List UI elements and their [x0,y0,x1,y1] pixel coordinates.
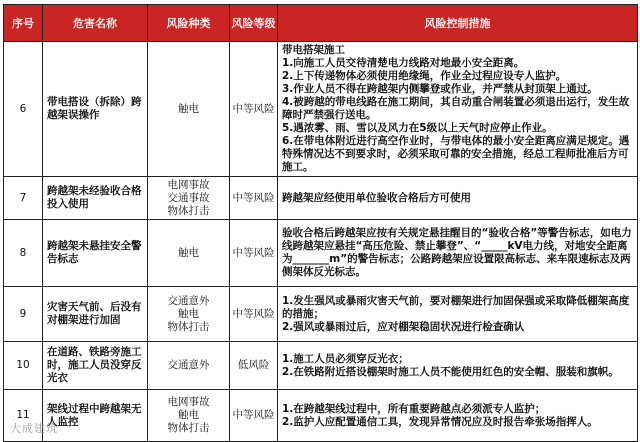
measure-line: 2.上下传递物体必须使用绝缘绳，作业全过程应设专人监护。 [282,70,567,82]
risk-level: 中等风险 [230,177,278,220]
measure-line: 1.在跨越架线过程中，所有重要跨越点必须派专人监护； [282,402,546,415]
risk-types [148,42,230,177]
risk-type: 触电 [178,246,199,259]
row-number: 10 [4,342,43,390]
table-header-row [4,5,638,42]
header-risk-level: 风险等级 [230,5,278,42]
table-row [4,177,638,220]
risk-level: 中等风险 [230,287,278,342]
risk-type: 交通意外 [167,294,210,307]
measure-line: 带电搭架施工 [282,44,345,56]
hazard-name: 带电搭设（拆除）跨越架误操作 [43,42,148,177]
measure-line: 验收合格后跨越架应按有关规定悬挂醒目的“验收合格”等警告标志，如电力线跨越架应悬挂“高压危险、禁止攀登”、“_____kV电力线，对地安全距离 [282,227,632,252]
risk-types [148,342,230,390]
measure-line: 跨越架应经使用单位验收合格后方可使用 [282,191,471,204]
control-measures [278,287,638,342]
measure-line: 1.施工人员必须穿反光衣； [282,352,409,365]
row-number: 8 [4,220,43,287]
risk-level: 中等风险 [230,42,278,177]
control-measures [278,177,638,220]
risk-type: 电网事故 [167,178,210,191]
risk-types [148,177,230,220]
risk-types [148,287,230,342]
control-measures [278,342,638,390]
hazard-name: 跨越架未悬挂安全警告标志 [43,220,148,287]
hazard-name: 跨越架未经验收合格投入使用 [43,177,148,220]
table-row [4,287,638,342]
risk-level: 低风险 [230,342,278,390]
risk-level: 中等风险 [230,390,278,442]
risk-level: 中等风险 [230,220,278,287]
risk-type: 物体打击 [167,204,210,217]
hazard-name: 在道路、铁路旁施工时，施工人员没穿反光衣 [43,342,148,390]
measure-line: 1.向施工人员交待清楚电力线路对地最小安全距离。 [282,57,525,69]
table-row [4,342,638,390]
risk-type: 电网事故 [167,396,210,408]
risk-types [148,220,230,287]
measure-line: 5.遇浓雾、雨、雪以及风力在5级以上天气时应停止作业。 [282,122,553,134]
header-no: 序号 [4,5,43,42]
measure-line: 2.在铁路附近搭设棚架时施工人员不能使用红色的安全帽、服装和旗帜。 [282,365,619,378]
row-number: 7 [4,177,43,220]
watermark: 大成建筑 [10,422,58,435]
risk-type: 交通意外 [167,359,210,371]
measure-line: 为_______m”的警告标志；公路跨越架应设置限高标志、来车限速标志及两侧架体反光标志。 [282,253,631,278]
control-measures [278,42,638,177]
hazard-name: 架线过程中跨越架无人监控 [43,390,148,442]
risk-type: 物体打击 [167,422,210,434]
measure-line: 2.监护人应配置通信工具，发现异常情况应及时报告牵张场指挥人。 [282,415,598,428]
header-control-measures: 风险控制措施 [278,5,638,42]
header-risk-type: 风险种类 [148,5,230,42]
risk-type: 触电 [178,102,199,115]
table-row [4,220,638,287]
risk-type: 交通事故 [167,191,210,204]
risk-type: 触电 [178,307,199,320]
risk-control-table [3,4,638,442]
row-number: 6 [4,42,43,177]
control-measures [278,220,638,287]
hazard-name: 灾害天气前、后没有对棚架进行加固 [43,287,148,342]
row-number: 11 [4,390,43,442]
measure-line: 2.强风或暴雨过后，应对棚架稳固状况进行检查确认 [282,320,525,333]
measure-line: 1.发生强风或暴雨灾害天气前，要对棚架进行加固保强或采取降低棚架高度的措施； [282,294,630,320]
table-row [4,42,638,177]
measure-line: 3.作业人员不得在跨越架内侧攀登或作业，并严禁从封顶架上通过。 [282,83,598,95]
row-number: 9 [4,287,43,342]
control-measures [278,390,638,442]
risk-type: 触电 [178,409,199,421]
measure-line: 4.被跨越的带电线路在施工期间，其自动重合闸装置必须退出运行，发生故障时严禁强行送电。 [282,96,630,121]
risk-types [148,390,230,442]
table-row [4,390,638,442]
measure-line: 6.在带电体附近进行高空作业时，与带电体的最小安全距离应满足规定。遇特殊情况达不到要求时，必须采取可靠的安全措施，经总工程师批准后方可施工。 [282,135,630,173]
header-hazard: 危害名称 [43,5,148,42]
risk-type: 物体打击 [167,320,210,333]
